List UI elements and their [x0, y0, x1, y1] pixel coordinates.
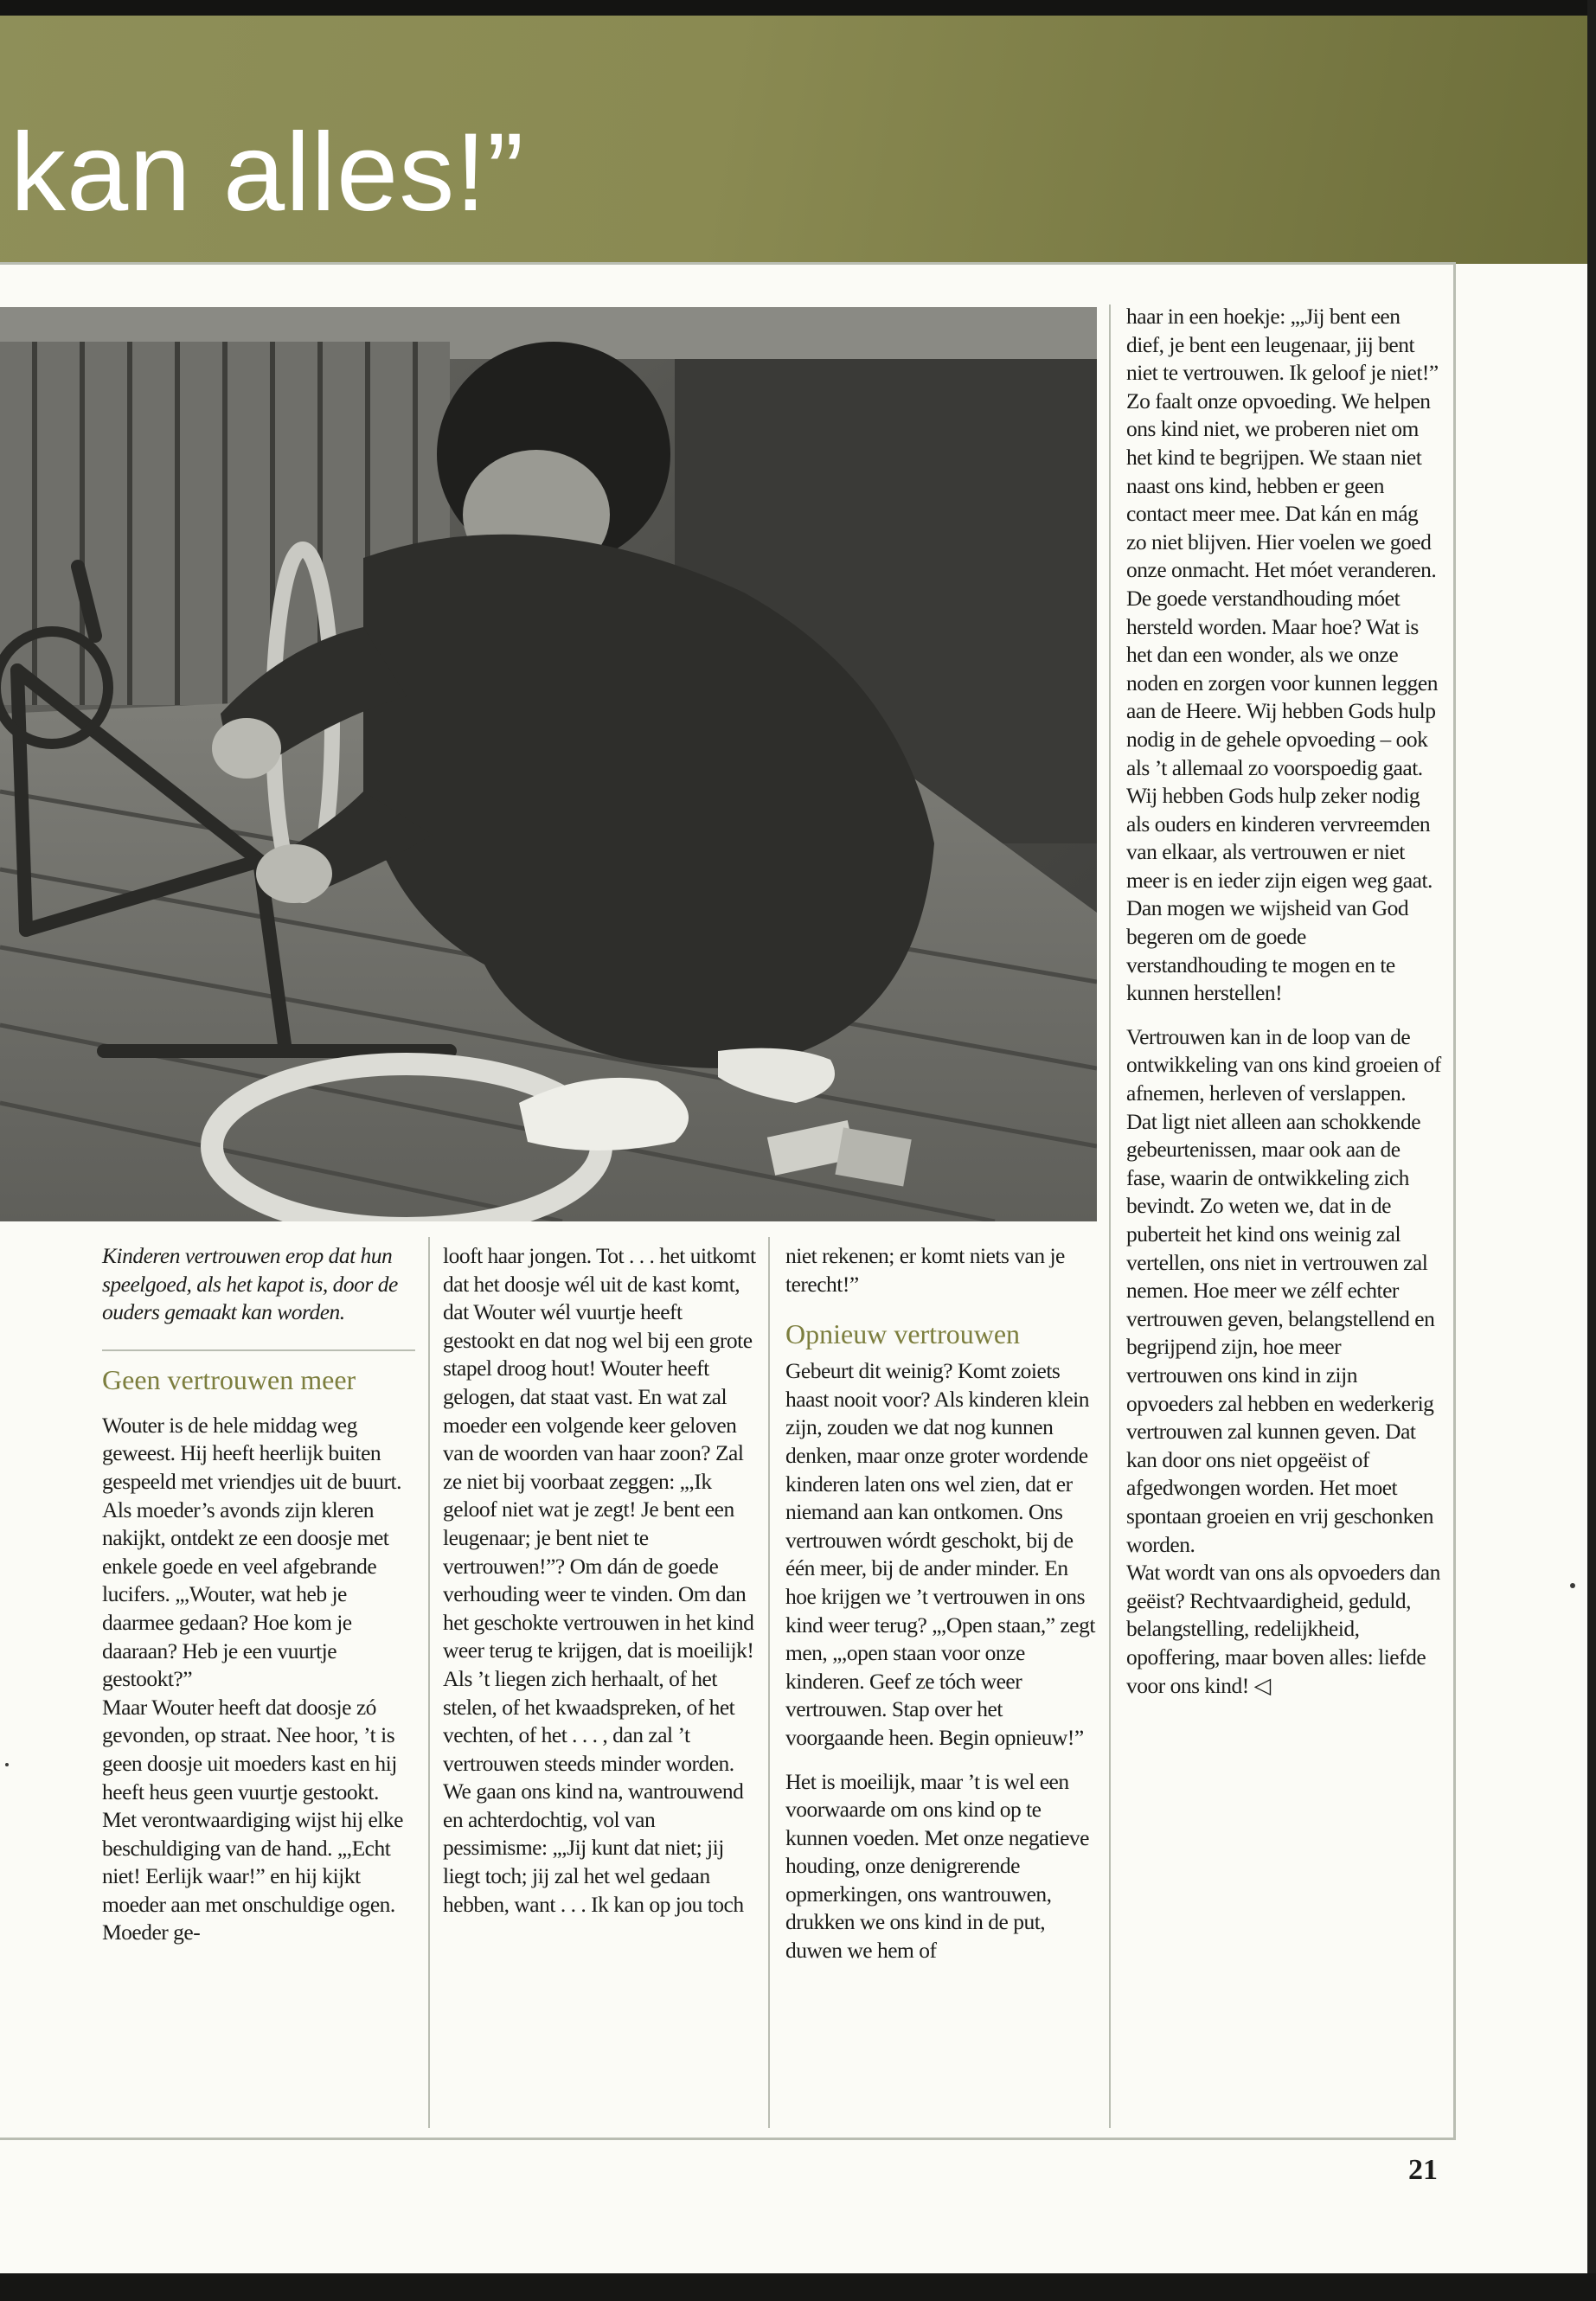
- body-paragraph: Het is moeilijk, maar ’t is wel een voorwaarde om ons kind op te kunnen voeden. Met onze negatieve houding, onze denigrerende opmerkingen, ons wantrouwen, drukken we ons kind in de put, duwen we hem of: [785, 1768, 1089, 1964]
- caption-rule: [102, 1349, 415, 1351]
- column-divider: [428, 1237, 430, 2128]
- scan-right-edge: [1587, 0, 1596, 2301]
- frame-rule-top: [0, 262, 1456, 265]
- subheading-opnieuw-vertrouwen: Opnieuw vertrouwen: [785, 1318, 1021, 1350]
- scan-speck: [5, 1763, 9, 1766]
- page-number: 21: [1408, 2154, 1438, 2186]
- column-2: [443, 1242, 756, 1919]
- header-band: [0, 16, 1587, 264]
- body-paragraph: niet rekenen; er komt niets van je terecht!”: [785, 1243, 1065, 1297]
- column-1: [102, 1242, 415, 1947]
- column-4: [1126, 303, 1441, 1700]
- body-paragraph: Als ’t liegen zich herhaalt, of het stelen, of het kwaadspreken, of het vechten, of het . . . , dan zal ’t vertrouwen steeds minder worden. We gaan ons kind na, wantrouwend en achterdochtig, vol van pessimisme: „,Jij kunt dat niet; jij liegt toch; jij zal het wel gedaan hebben, want . . . Ik kan op jou toch: [443, 1665, 744, 1917]
- body-paragraph: Wouter is de hele middag weg geweest. Hij heeft heerlijk buiten gespeeld met vriendjes uit de buurt. Als moeder’s avonds zijn kleren nakijkt, ontdekt ze een doosje met enkele goede en veel afgebrande lucifers. „,Wouter, wat heb je daarmee gedaan? Hoe kom je daaraan? Heb je een vuurtje gestookt?”: [102, 1412, 401, 1692]
- photo-illustration: [0, 307, 1097, 1221]
- column-divider: [1109, 304, 1111, 2128]
- scan-bottom-edge: [0, 2273, 1596, 2301]
- body-paragraph: haar in een hoekje: „,Jij bent een dief, je bent een leugenaar, jij bent niet te vertrouwen. Ik geloof je niet!” Zo faalt onze opvoeding. We helpen ons kind niet, we proberen niet om het kind te begrijpen. We staan niet naast ons kind, hebben er geen contact meer mee. Dat kán en mág zo niet blijven. Hier voelen we goed onze onmacht. Het móet veranderen. De goede verstandhouding móet hersteld worden. Maar hoe? Wat is het dan een wonder, als we onze noden en zorgen voor kunnen leggen aan de Heere. Wij hebben Gods hulp nodig in de gehele opvoeding – ook als ’t allemaal zo voorspoedig gaat. Wij hebben Gods hulp zeker nodig als ouders en kinderen vervreemden van elkaar, als vertrouwen er niet meer is en ieder zijn eigen weg gaat. Dan mogen we wijsheid van God begeren om de goede verstandhouding te mogen en te kunnen herstellen!: [1126, 304, 1439, 1006]
- body-paragraph: looft haar jongen. Tot . . . het uitkomt dat het doosje wél uit de kast komt, dat Wouter wél vuurtje heeft gestookt en dat nog wel bij een grote stapel droog hout! Wouter heeft gelogen, dat staat vast. En wat zal moeder een volgende keer geloven van de woorden van haar zoon? Zal ze niet bij voorbaat zeggen: „,Ik geloof niet wat je zegt! Je bent een leugenaar; je bent niet te vertrouwen!”? Om dán de goede verhouding weer te vinden. Om dan het geschokte vertrouwen in het kind weer terug te krijgen, dat is moeilijk!: [443, 1243, 756, 1663]
- body-paragraph: Gebeurt dit weinig? Komt zoiets haast nooit voor? Als kinderen klein zijn, zouden we dat nog kunnen denken, maar onze groter wordende kinderen laten ons wel zien, dat er niemand aan kan ontkomen. Ons vertrouwen wórdt geschokt, bij de één meer, bij de ander minder. En hoe krijgen we ’t vertrouwen in ons kind weer terug? „,Open staan,” zegt men, „,open staan voor onze kinderen. Geef ze tóch weer vertrouwen. Stap over het voorgaande heen. Begin opnieuw!”: [785, 1358, 1095, 1750]
- scan-top-edge: [0, 0, 1596, 16]
- subheading-geen-vertrouwen-meer: Geen vertrouwen meer: [102, 1363, 356, 1395]
- headline: kan alles!”: [10, 111, 525, 234]
- frame-rule-bottom: [0, 2138, 1456, 2140]
- body-paragraph: Vertrouwen kan in de loop van de ontwikkeling van ons kind groeien of afnemen, herleven of verslappen. Dat ligt niet alleen aan schokkende gebeurtenissen, maar ook aan de fase, waarin de ontwikkeling zich bevindt. Zo weten we, dat in de puberteit het kind ons weinig zal vertellen, ons niet in vertrouwen zal nemen. Hoe meer we zélf echter vertrouwen geven, belangstellend en begrijpend zijn, hoe meer vertrouwen ons kind in zijn opvoeders zal hebben en wederkerig vertrouwen zal kunnen geven. Dat kan door ons niet opgeëist of afgedwongen worden. Het moet spontaan groeien en vrij geschonken worden.: [1126, 1023, 1441, 1557]
- frame-rule-right: [1453, 262, 1456, 2140]
- column-3: [785, 1242, 1099, 1965]
- body-paragraph: Maar Wouter heeft dat doosje zó gevonden, op straat. Nee hoor, ’t is geen doosje uit moeders kast en hij heeft heus geen vuurtje gestookt. Met verontwaardiging wijst hij elke beschuldiging van de hand. „,Echt niet! Eerlijk waar!” en hij kijkt moeder aan met onschuldige ogen. Moeder ge-: [102, 1694, 403, 1945]
- scan-speck: [1570, 1583, 1575, 1588]
- column-divider: [768, 1237, 770, 2128]
- photo-woman-repairing-bicycle: [0, 307, 1097, 1221]
- body-paragraph: Wat wordt van ons als opvoeders dan geëist? Rechtvaardigheid, geduld, belangstelling, redelijkheid, opoffering, maar boven alles: liefde voor ons kind! ◁: [1126, 1560, 1440, 1698]
- photo-caption: Kinderen vertrouwen erop dat hun speelgoed, als het kapot is, door de ouders gemaakt kan worden.: [102, 1243, 398, 1325]
